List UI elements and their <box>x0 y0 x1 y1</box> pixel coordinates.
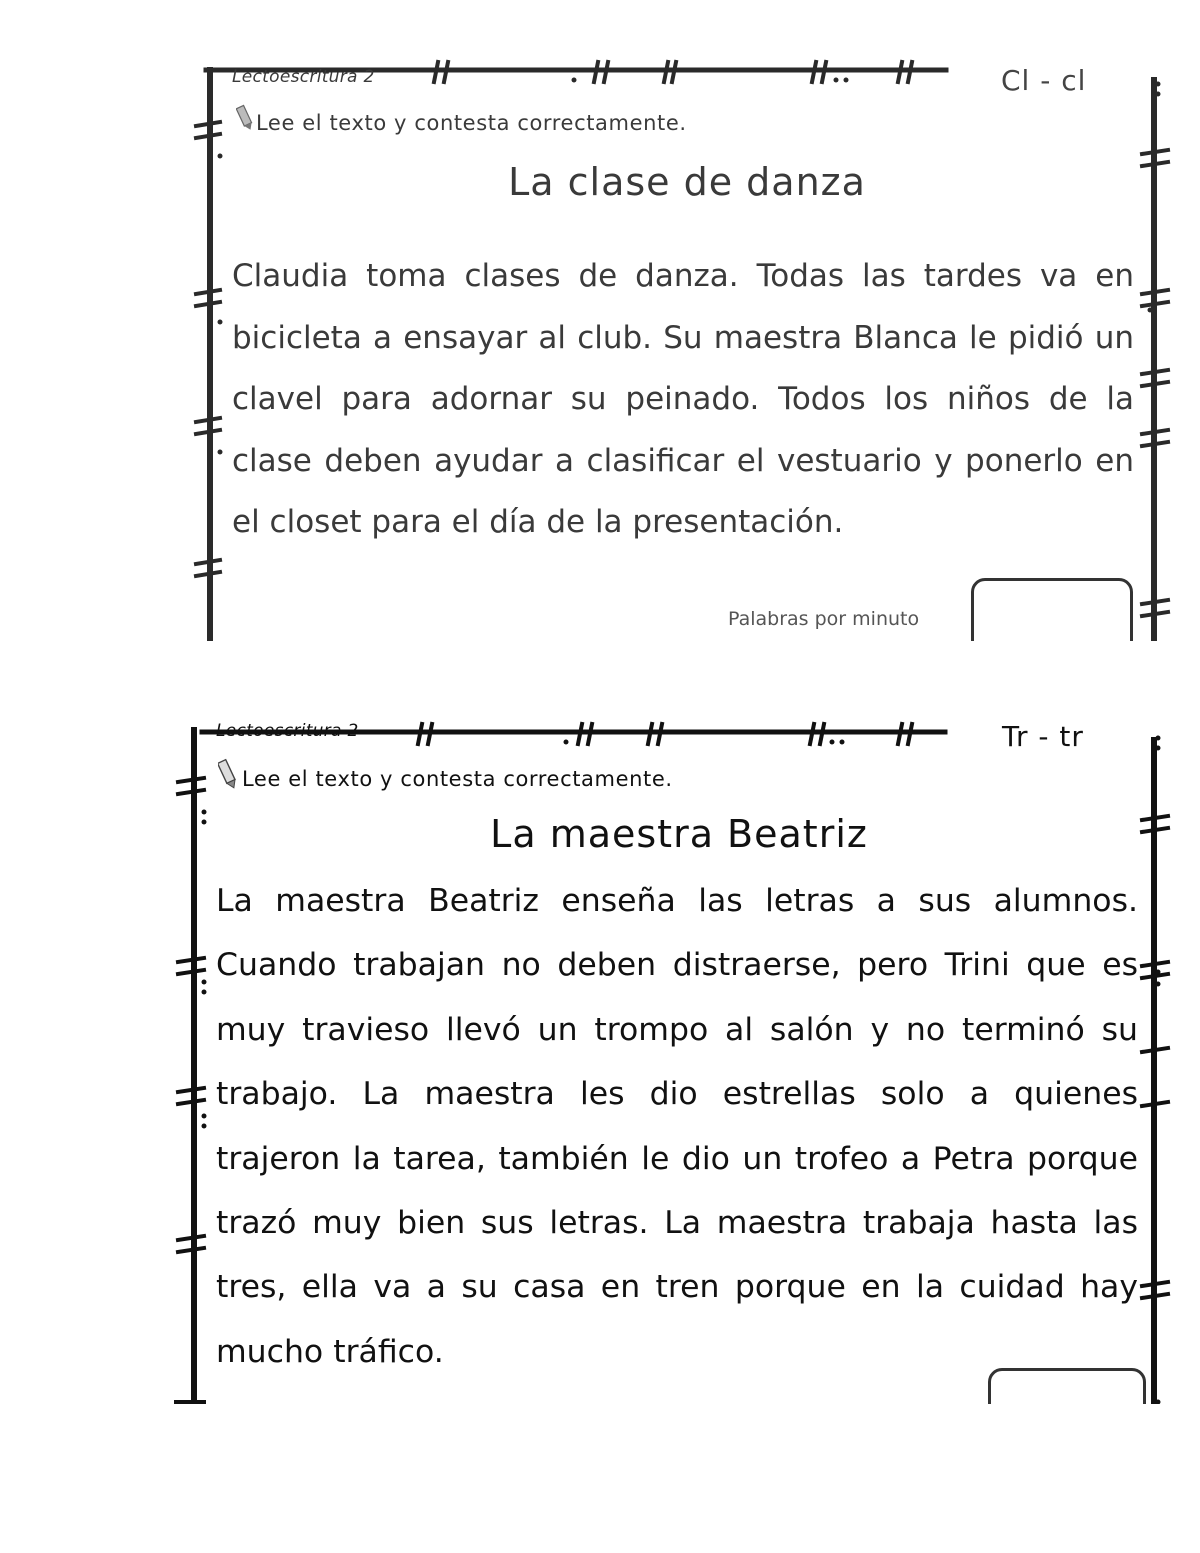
worksheet-card-tr <box>190 716 1168 1402</box>
letter-code: Tr - tr <box>1002 720 1084 753</box>
words-per-minute-label: Palabras por minuto <box>728 608 920 630</box>
pencil-icon <box>218 758 238 790</box>
series-label: Lectoescritura 2 <box>216 721 359 741</box>
letter-code: Cl - cl <box>1001 64 1087 97</box>
page-gap <box>0 641 1200 713</box>
story-title: La clase de danza <box>508 160 866 204</box>
story-text: Claudia toma clases de danza. Todas las tardes va en bicicleta a ensayar al club. Su maestra Blanca le pidió un clavel para adornar su peinado. Todos los niños de la clase deben ayudar a clasificar el vestuario y ponerlo en el closet para el día de la presentación. <box>232 258 1134 540</box>
instruction-text: Lee el texto y contesta correctamente. <box>242 767 673 791</box>
story-title: La maestra Beatriz <box>490 812 868 856</box>
story-text: La maestra Beatriz enseña las letras a sus alumnos. Cuando trabajan no deben distraerse, pero Trini que es muy travieso llevó un trompo al salón y no terminó su trabajo. La maestra les dio estrellas solo a quienes trajeron la tarea, también le dio un trofeo a Petra porque trazó muy bien sus letras. La maestra trabaja hasta las tres, ella va a su casa en tren porque en la cuidad hay mucho tráfico. <box>216 883 1138 1370</box>
worksheet-card-cl <box>206 60 1168 640</box>
pencil-icon <box>236 104 254 132</box>
page-bottom-margin <box>0 1404 1200 1553</box>
series-label: Lectoescritura 2 <box>232 67 375 87</box>
instruction-text: Lee el texto y contesta correctamente. <box>256 111 687 135</box>
